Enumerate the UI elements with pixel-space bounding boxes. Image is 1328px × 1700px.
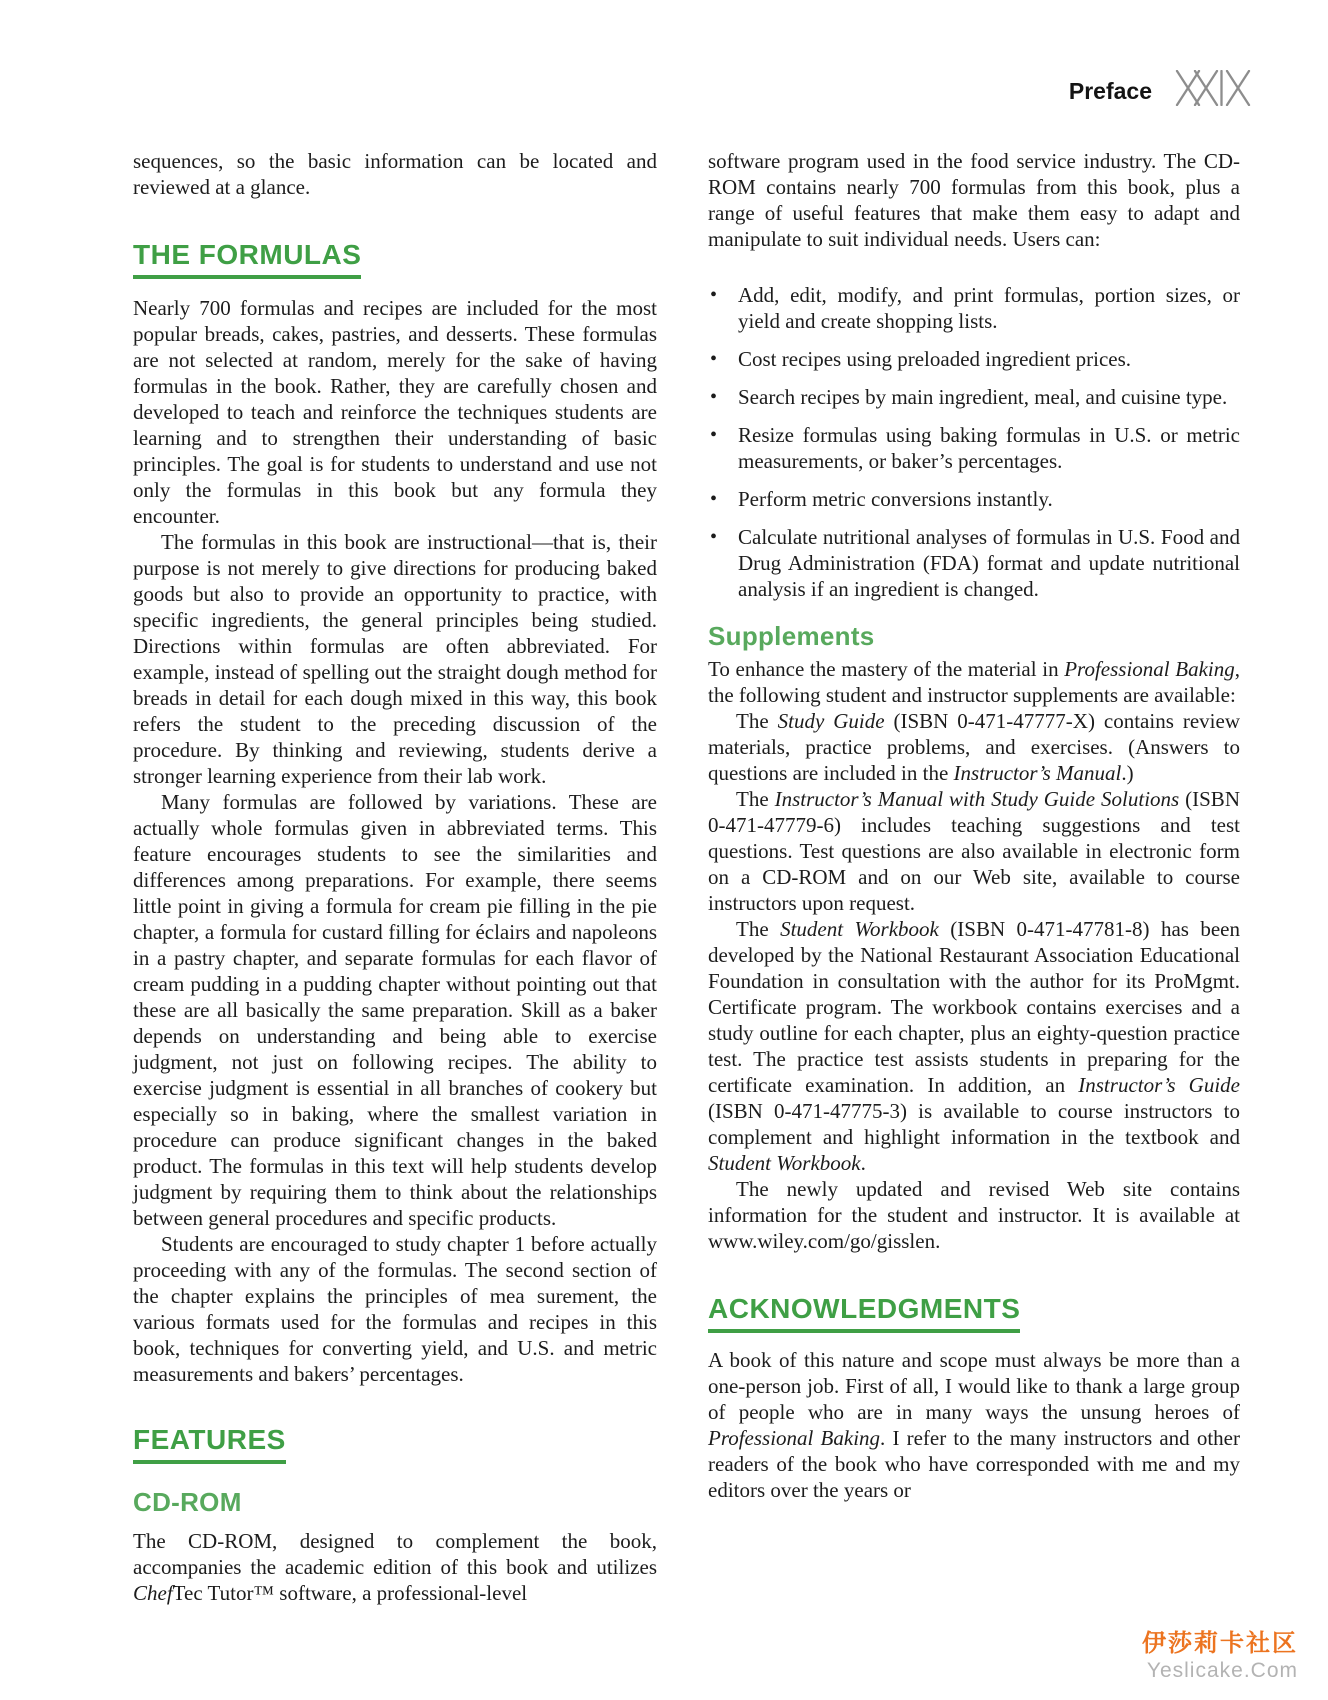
bullet-icon: • xyxy=(710,284,718,306)
preface-label: Preface xyxy=(1068,78,1152,104)
bullet-text: Search recipes by main ingredient, meal, and cuisine type. xyxy=(738,385,1228,409)
paragraph: A book of this nature and scope must always be more than a one-person job. First of all, I would like to thank a large group of people who are in many ways the unsung heroes of Professional Baking. I refer to the many instructors and other readers of the book who have corresponded with me and my editors over the years or xyxy=(708,1348,1241,1502)
watermark xyxy=(1142,1630,1298,1684)
bullet-text: Calculate nutritional analyses of formulas in U.S. Food and Drug Administration (FDA) format and update nutritional analysis if an ingredient is changed. xyxy=(738,525,1240,601)
bullet-icon: • xyxy=(710,348,718,370)
heading-the-formulas: THE FORMULAS xyxy=(133,240,361,279)
heading-features: FEATURES xyxy=(133,1425,286,1464)
heading-cd-rom: CD-ROM xyxy=(133,1487,242,1517)
feature-bullet-list xyxy=(708,282,1240,602)
page-header xyxy=(1069,70,1252,106)
bullet-icon: • xyxy=(710,526,718,548)
bullet-text: Resize formulas using baking formulas in U.S. or metric measurements, or baker’s percentages. xyxy=(738,423,1240,473)
bullet-icon: • xyxy=(710,488,718,510)
paragraph: The Study Guide (ISBN 0-471-47777-X) contains review materials, practice problems, and exercises. (Answers to questions are included in the Instructor’s Manual.) xyxy=(708,709,1240,785)
paragraph: The Student Workbook (ISBN 0-471-47781-8) has been developed by the National Restaurant Association Educational Foundation in consultation with the author for its ProMgmt. Certificate program. The workbook contains exercises and a study outline for each chapter, plus an eighty-question practice test. The practice test assists students in preparing for the certificate examination. In addition, an Instructor’s Guide (ISBN 0-471-47775-3) is available to course instructors to complement and highlight information in the textbook and Student Workbook. xyxy=(708,917,1241,1175)
paragraph: Nearly 700 formulas and recipes are included for the most popular breads, cakes, pastries, and desserts. These formulas are not selected at random, merely for the sake of having formulas in the book. Rather, they are carefully chosen and developed to teach and reinforce the techniques students are learning and to strengthen their understanding of basic principles. The goal is for students to understand and use not only the formulas in this book but any formula they encounter. xyxy=(133,296,657,528)
left-column xyxy=(133,148,657,1606)
bullet-text: Perform metric conversions instantly. xyxy=(738,487,1053,511)
paragraph: The formulas in this book are instructional—that is, their purpose is not merely to give directions for producing baked goods but also to provide an opportunity to practice, with specific ingredients, the general principles being studied. Directions within formulas are often abbreviated. For example, instead of spelling out the straight dough method for breads in detail for each dough mixed in this way, this book refers the student to the preceding discussion of the procedure. By thinking and reviewing, students derive a stronger learning experience from their lab work. xyxy=(133,530,657,788)
paragraph: The newly updated and revised Web site contains information for the student and instructor. It is available at www.wiley.com/go/gisslen. xyxy=(708,1177,1240,1253)
watermark-site: Yeslicake.Com xyxy=(1146,1659,1298,1682)
heading-acknowledgments: ACKNOWLEDGMENTS xyxy=(708,1294,1020,1333)
list-item xyxy=(708,346,1240,372)
paragraph: The Instructor’s Manual with Study Guide Solutions (ISBN 0-471-47779-6) includes teaching suggestions and test questions. Test questions are also available in electronic form on a CD-ROM and on our Web site, available to course instructors upon request. xyxy=(708,787,1240,915)
paragraph-continuation: software program used in the food service industry. The CD-ROM contains nearly 700 formulas from this book, plus a range of useful features that make them easy to adapt and manipulate to suit individual needs. Users can: xyxy=(708,149,1240,251)
heading-supplements: Supplements xyxy=(708,621,875,651)
bullet-text: Cost recipes using preloaded ingredient prices. xyxy=(738,347,1132,371)
bullet-text: Add, edit, modify, and print formulas, portion sizes, or yield and create shopping lists. xyxy=(738,283,1240,333)
paragraph: To enhance the mastery of the material in Professional Baking, the following student and instructor supplements are available: xyxy=(708,657,1241,707)
paragraph: The CD-ROM, designed to complement the book, accompanies the academic edition of this book and utilizes ChefTec Tutor™ software, a professional-level xyxy=(133,1529,657,1605)
list-item xyxy=(708,282,1240,334)
right-column xyxy=(708,148,1240,1503)
page-number-roman-icon xyxy=(1174,70,1252,106)
list-item xyxy=(708,422,1240,474)
watermark-chinese: 伊莎莉卡社区 xyxy=(1142,1630,1298,1657)
paragraph-continuation: sequences, so the basic information can be located and reviewed at a glance. xyxy=(133,149,657,199)
bullet-icon: • xyxy=(710,424,718,446)
list-item xyxy=(708,524,1240,602)
paragraph: Many formulas are followed by variations. These are actually whole formulas given in abbreviated terms. This feature encourages students to see the similarities and differences among preparations. For example, there seems little point in giving a formula for cream pie filling in the pie chapter, a formula for custard filling for éclairs and napoleons in a pastry chapter, and separate formulas for each flavor of cream pudding in a pudding chapter without pointing out that these are all basically the same preparation. Skill as a baker depends on understanding and being able to exercise judgment, not just on following recipes. The ability to exercise judgment is essential in all branches of cookery but especially so in baking, where the smallest variation in procedure can produce significant changes in the baked product. The formulas in this text will help students develop judgment by requiring them to think about the relationships between general procedures and specific products. xyxy=(133,790,657,1230)
paragraph: Students are encouraged to study chapter 1 before actually proceeding with any of the formulas. The second section of the chapter explains the principles of mea surement, the various formats used for the formulas and recipes in this book, techniques for converting yield, and U.S. and metric measurements and bakers’ percentages. xyxy=(133,1232,657,1386)
list-item xyxy=(708,486,1240,512)
list-item xyxy=(708,384,1240,410)
bullet-icon: • xyxy=(710,386,718,408)
